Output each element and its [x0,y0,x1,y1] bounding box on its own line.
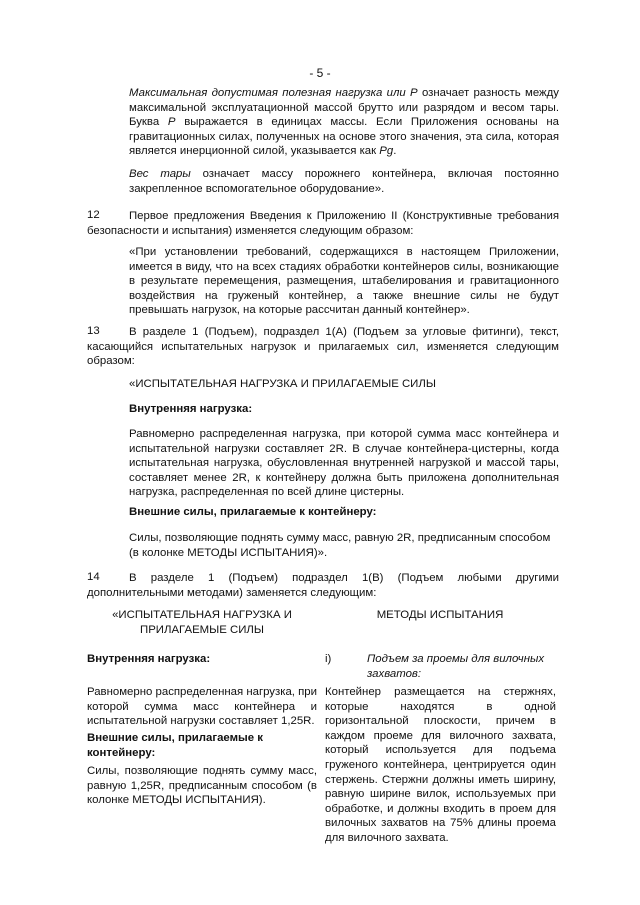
right-test-method-text: Контейнер размещается на стержнях, которые находятся в одной горизонтальной плоскости, причем в каждом проеме для вилочного захвата, который используется для подъема груженого контейнера, центрируется один стержень. Стержни должны иметь ширину, равную ширине вилок, используемых при обработке, и должны входить в проем для вилочных захватов на 75% длины проема для вилочного захвата. [325,686,556,844]
col-left-heading [87,608,317,637]
item-13-number: 13 [87,325,100,337]
item-13-internal-heading: Внутренняя нагрузка: [129,403,253,415]
left-internal-text: Равномерно распределенная нагрузка, при которой сумма масс контейнера и испытательной нагрузки составляет 1,25R. [87,686,317,728]
definition-end: . [393,145,397,158]
item-13-external-heading: Внешние силы, прилагаемые к контейнеру: [129,506,377,518]
item-13-text [87,325,559,369]
item-13-internal-text: Равномерно распределенная нагрузка, при которой сумма масс контейнера и испытательной нагрузки составляет 2R. В случае контейнера-цистерны, когда испытательная нагрузка, обусловленная внутренней нагрузкой и массой тары, составляет менее 2R, к контейнеру должна быть приложена дополнительная нагрузка, распределенная по всей длине цистерны. [129,428,559,499]
item-12-number: 12 [87,209,100,221]
right-subheading: Подъем за проемы для вилочных захватов: [367,653,545,680]
definition-max-payload [129,86,559,159]
col-left-heading-line-2: ПРИЛАГАЕМЫЕ СИЛЫ [140,623,264,636]
left-external-text: Силы, позволяющие поднять сумму масс, равную 1,25R, предписанным способом (в колонке МЕТОДЫ ИСПЫТАНИЯ). [87,765,317,807]
col-right-heading: МЕТОДЫ ИСПЫТАНИЯ [376,609,504,621]
item-13-body: В разделе 1 (Подъем), подраздел 1(A) (Подъем за угловые фитинги), текст, касающийся испытательных нагрузок и прилагаемых сил, изменяется следующим образом: [87,326,559,368]
item-14-body: В разделе 1 (Подъем) подраздел 1(B) (Подъем любыми другими дополнительными методами) заменяется следующим: [87,572,559,599]
page-number: - 5 - [309,66,331,80]
left-external-heading: Внешние силы, прилагаемые к контейнеру: [87,732,263,759]
col-left-heading-line-1: «ИСПЫТАТЕЛЬНАЯ НАГРУЗКА И [112,609,292,621]
item-14-text [87,571,559,600]
letter-p: P [167,116,176,129]
item-12-quote: «При установлении требований, содержащихся в настоящем Приложении, имеется в виду, что на всех стадиях обработки контейнеров силы, возникающие в результате перемещения, размещения, штабелирования и гравитационного воздействия на груженый контейнер, а также внешние силы не будут превышать нагрузок, на которые рассчитан данный контейнер». [129,246,559,317]
item-14-number: 14 [87,571,100,583]
left-internal-heading: Внутренняя нагрузка: [87,653,211,665]
item-13-heading: «ИСПЫТАТЕЛЬНАЯ НАГРУЗКА И ПРИЛАГАЕМЫЕ СИЛЫ [129,378,436,390]
right-marker: i) [325,653,332,665]
item-12-text [87,209,559,238]
term-max-payload: Максимальная допустимая полезная нагрузка или P [129,87,418,99]
item-13-external-text: Силы, позволяющие поднять сумму масс, равную 2R, предписанным способом (в колонке МЕТОДЫ ИСПЫТАНИЯ)». [129,532,551,559]
term-tare: Вес тары [129,168,191,180]
definition-text-2: выражается в единицах массы. Если Приложения основаны на гравитационных силах, полученных на основе этого значения, эта сила, которая является инерционной силой, указывается как [129,116,559,158]
definition-tare [129,167,559,196]
pg-symbol: Pg [379,145,394,158]
item-12-body: Первое предложения Введения к Приложению II (Конструктивные требования безопасности и испытания) изменяется следующим образом: [87,210,559,237]
definition-text: означает разность между максимальной эксплуатационной массой брутто или разрядом и весом тары. Буква [129,87,559,129]
tare-text: означает массу порожнего контейнера, включая постоянно закрепленное вспомогательное оборудование». [129,168,559,195]
